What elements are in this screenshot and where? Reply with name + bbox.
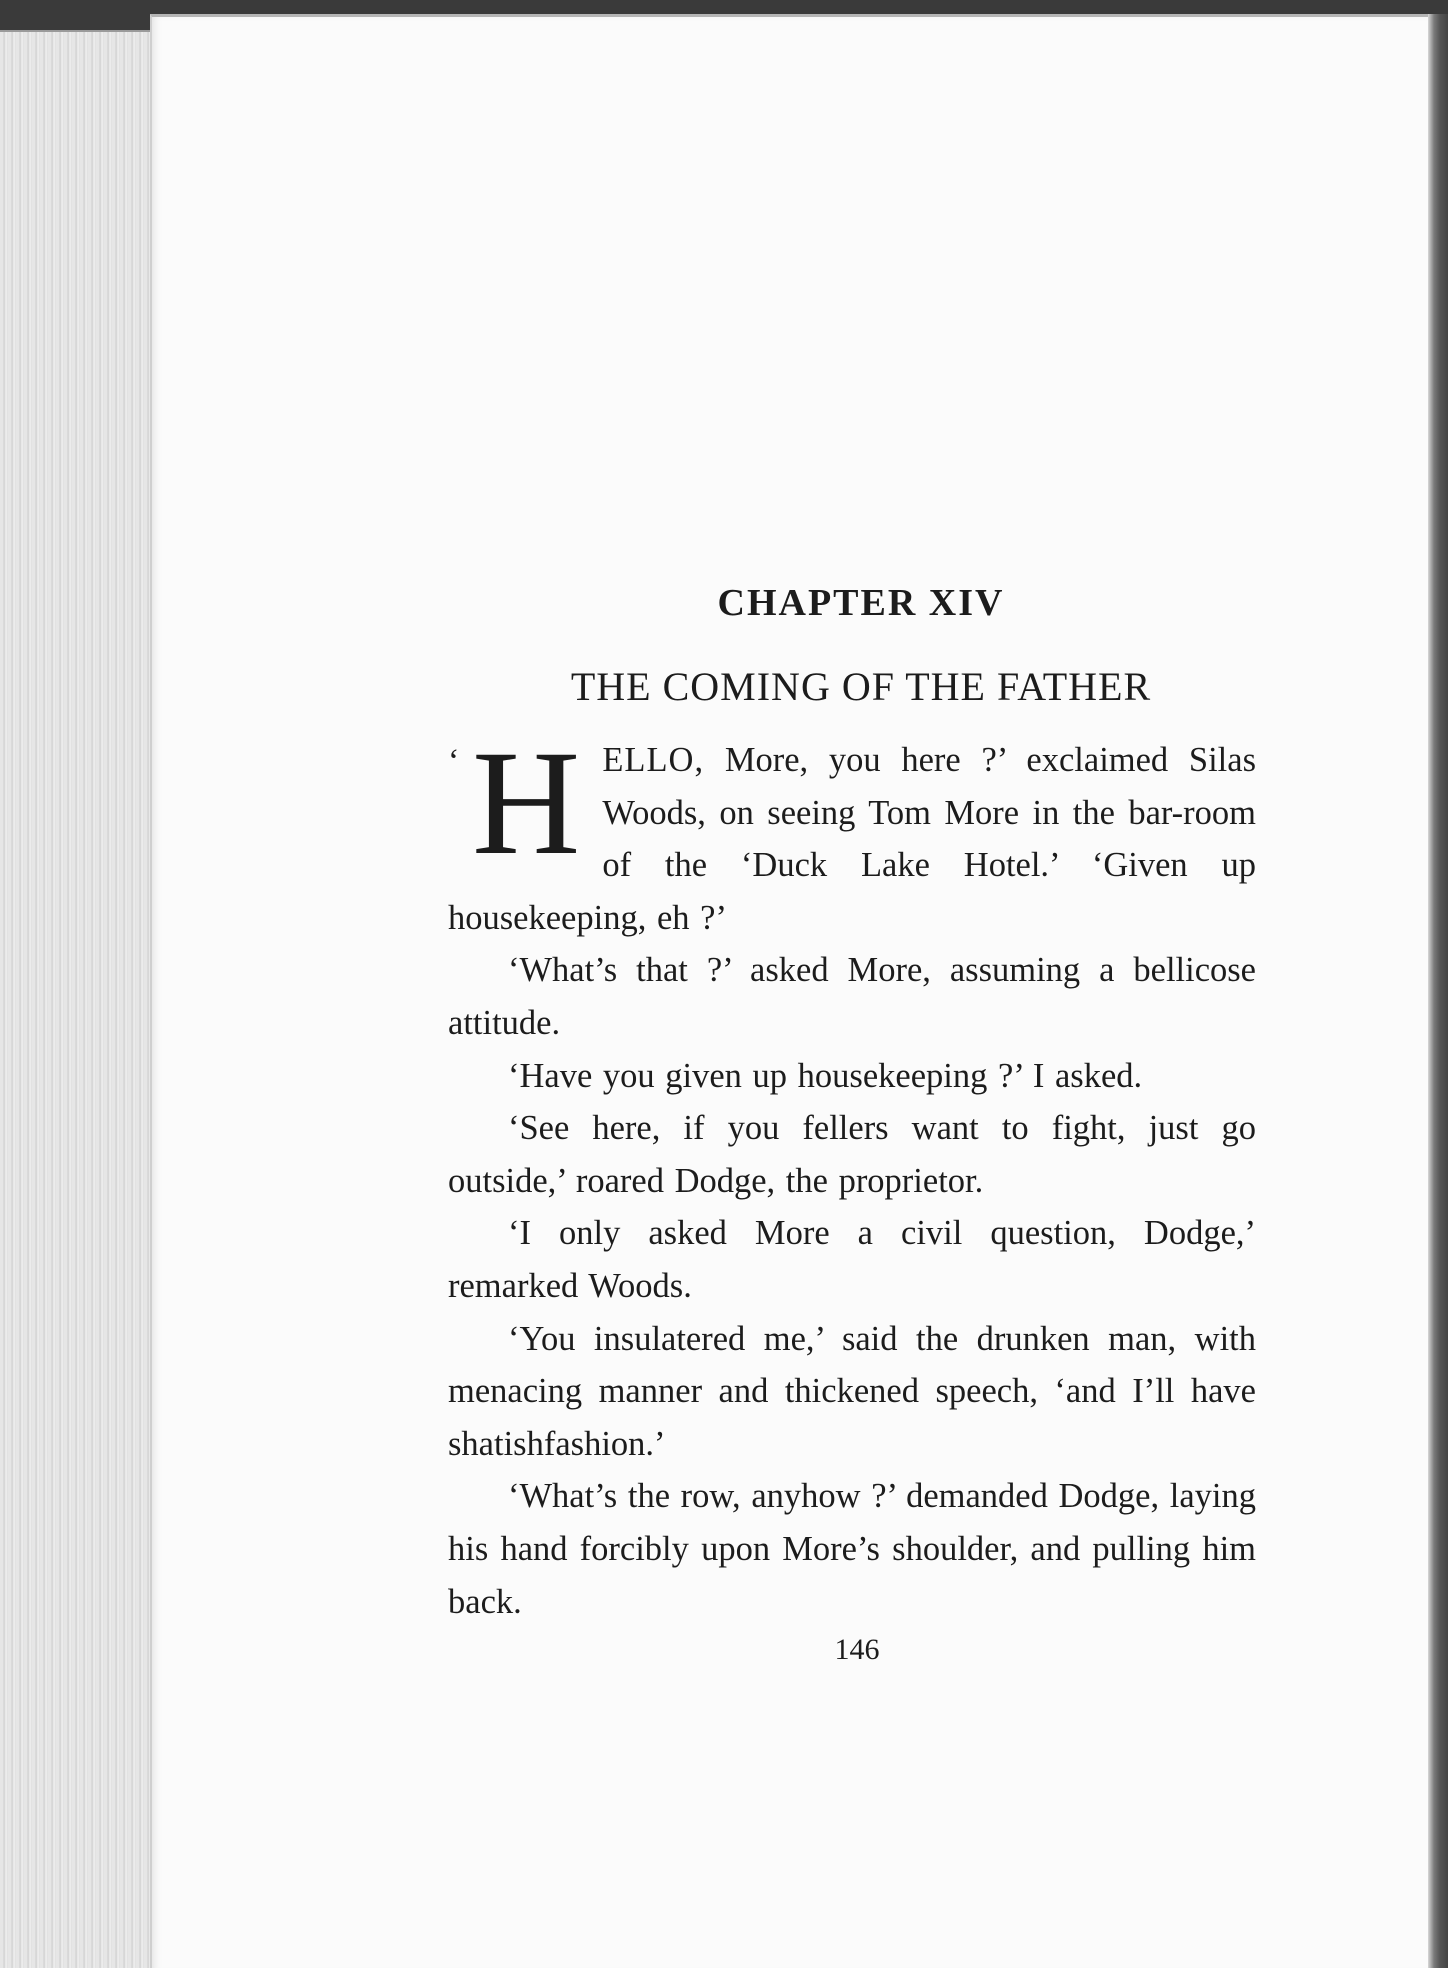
paragraph-1 [448, 720, 1256, 944]
scan-shadow-edge [1428, 14, 1448, 1968]
paragraph-6: ‘You insulatered me,’ said the drunken man, with menacing manner and thickened speech, ‘and I’ll have shatishfashion.’ [448, 1319, 1256, 1463]
paragraph-3: ‘Have you given up housekeeping ?’ I asked. [508, 1056, 1143, 1095]
body-text [448, 720, 1256, 1628]
opening-quote-mark: ‘ [448, 743, 460, 780]
page-edge-stack [0, 30, 160, 1968]
first-word-remainder: ELLO, [602, 741, 705, 779]
page-number: 146 [834, 1633, 880, 1667]
paragraph-7: ‘What’s the row, anyhow ?’ demanded Dodge, laying his hand forcibly upon More’s shoulder, and pulling him back. [448, 1477, 1256, 1621]
paragraph-5: ‘I only asked More a civil question, Dodge,’ remarked Woods. [448, 1214, 1256, 1305]
drop-cap-letter: H [472, 720, 581, 886]
paragraph-4: ‘See here, if you fellers want to fight, just go outside,’ roared Dodge, the proprietor. [448, 1109, 1256, 1200]
paragraph-2: ‘What’s that ?’ asked More, assuming a bellicose attitude. [448, 951, 1256, 1042]
paragraph-1-text: More, you here ?’ exclaimed Silas Woods, on seeing Tom More in the bar-room of the ‘Duck Lake Hotel.’ ‘Given up housekeeping, eh ?’ [448, 741, 1256, 937]
chapter-number: CHAPTER XIV [717, 582, 1005, 624]
page-text-block [448, 570, 1256, 1670]
chapter-title: THE COMING OF THE FATHER [570, 664, 1152, 709]
